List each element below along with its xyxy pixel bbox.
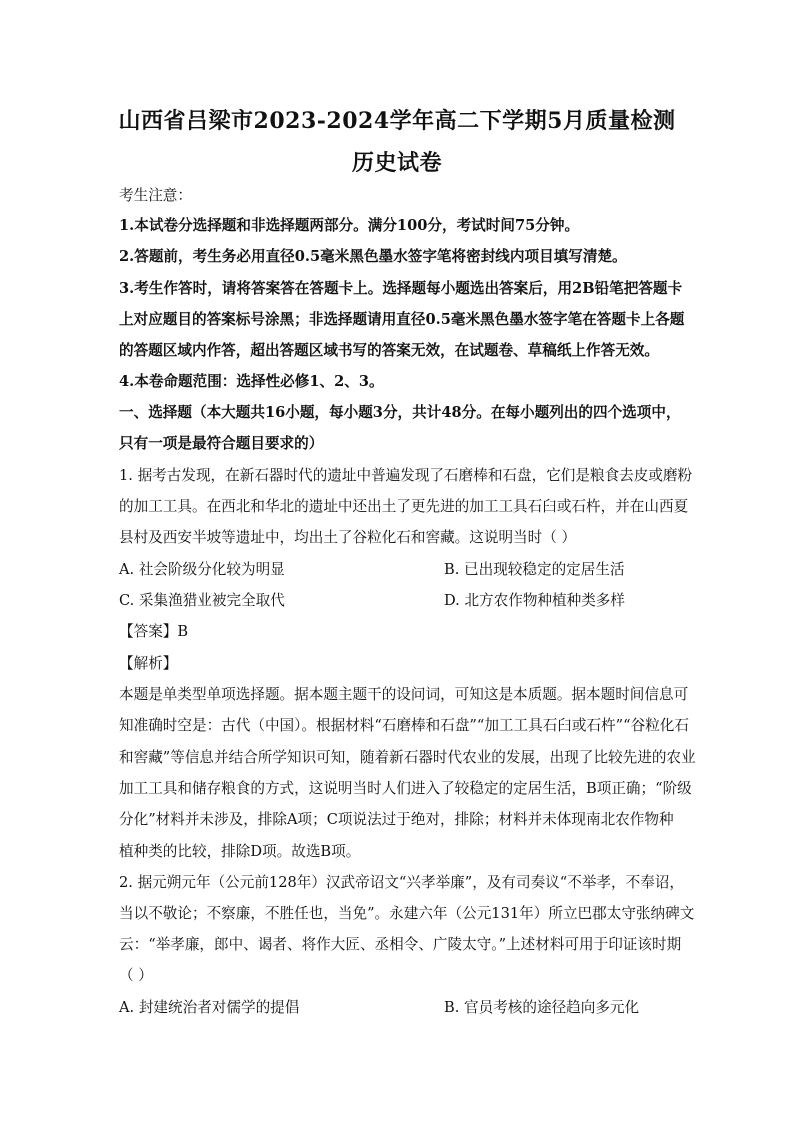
question-2-option-b: B. 官员考核的途径趋向多元化 <box>444 999 640 1016</box>
question-1-analysis-line6: 植种类的比较，排除D项。故选B项。 <box>119 843 361 860</box>
question-2-option-a: A. 封建统治者对儒学的提倡 <box>119 999 300 1016</box>
question-1-analysis-line1: 本题是单类型单项选择题。据本题主题干的设问词，可知这是本质题。据本题时间信息可 <box>119 686 689 703</box>
question-1-stem-line2: 的加工工具。在西北和华北的遗址中还出土了更先进的加工工具石臼或石杵，并在山西夏 <box>119 498 689 515</box>
notice-item-3: 3.考生作答时，请将答案答在答题卡上。选择题每小题选出答案后，用2B铅笔把答题卡 <box>119 280 683 297</box>
question-1-stem-line3: 县村及西安半坡等遗址中，均出土了谷粒化石和窖藏。这说明当时（ ） <box>119 529 577 546</box>
question-1-option-d: D. 北方农作物种植种类多样 <box>444 592 625 609</box>
notice-item-1: 1.本试卷分选择题和非选择题两部分。满分100分，考试时间75分钟。 <box>119 217 580 234</box>
document-subtitle: 历史试卷 <box>351 150 442 176</box>
question-1-analysis-line5: 分化”材料并未涉及，排除A项；C项说法过于绝对，排除；材料并未体现南北农作物种 <box>119 811 674 828</box>
question-1-analysis-line2: 知准确时空是：古代（中国）。根据材料“石磨棒和石盘”“加工工具石臼或石杵”“谷粒化石 <box>119 717 689 734</box>
question-2-stem: 2. 据元朔元年（公元前128年）汉武帝诏文“兴孝举廉”，及有司奏议“不举孝，不奉诏， <box>119 874 684 891</box>
section-heading: 一、选择题（本大题共16小题，每小题3分，共计48分。在每小题列出的四个选项中， <box>119 404 681 421</box>
section-heading-cont: 只有一项是最符合题目要求的） <box>119 435 324 452</box>
question-1-option-b: B. 已出现较稳定的定居生活 <box>444 561 625 578</box>
notice-item-3-cont: 上对应题目的答案标号涂黑；非选择题请用直径0.5毫米黑色墨水签字笔在答题卡上各题 <box>119 311 685 328</box>
question-1-analysis-line4: 加工工具和储存粮食的方式，这说明当时人们进入了较稳定的定居生活，B项正确；“阶级 <box>119 780 692 797</box>
notice-item-4: 4.本卷命题范围：选择性必修1、2、3。 <box>119 373 384 390</box>
question-1-answer: 【答案】B <box>119 623 189 640</box>
question-1-option-c: C. 采集渔猎业被完全取代 <box>119 592 285 609</box>
notice-item-3-cont2: 的答题区域内作答，超出答题区域书写的答案无效，在试题卷、草稿纸上作答无效。 <box>119 342 659 359</box>
document-title: 山西省吕梁市2023-2024学年高二下学期5月质量检测 <box>118 108 676 134</box>
question-1-stem: 1. 据考古发现，在新石器时代的遗址中普遍发现了石磨棒和石盘，它们是粮食去皮或磨粉 <box>119 467 693 484</box>
question-1-analysis-line3: 和窖藏”等信息并结合所学知识可知，随着新石器时代农业的发展，出现了比较先进的农业 <box>119 749 696 766</box>
notice-heading: 考生注意： <box>119 187 192 204</box>
question-2-stem-line2: 当以不敬论；不察廉，不胜任也，当免”。永建六年（公元131年）所立巴郡太守张纳碑文 <box>119 905 695 922</box>
question-2-stem-line4: （ ） <box>119 967 153 984</box>
question-1-analysis-label: 【解析】 <box>119 655 178 672</box>
question-2-stem-line3: 云：“举孝廉，郎中、谒者、将作大匠、丞相令、广陵太守。”上述材料可用于印证该时期 <box>119 936 682 953</box>
notice-item-2: 2.答题前，考生务必用直径0.5毫米黑色墨水签字笔将密封线内项目填写清楚。 <box>119 248 627 265</box>
question-1-option-a: A. 社会阶级分化较为明显 <box>119 561 285 578</box>
